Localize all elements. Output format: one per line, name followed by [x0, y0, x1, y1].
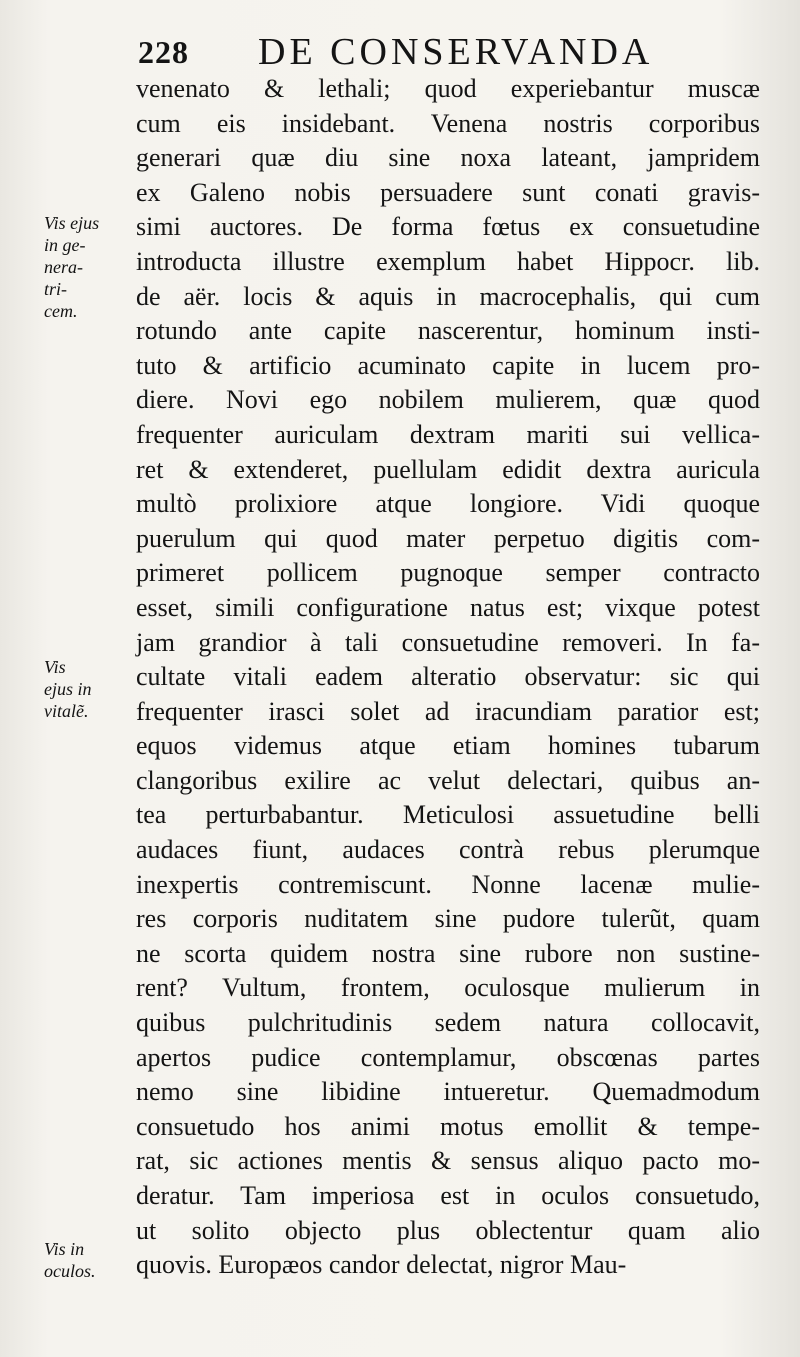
text-line: tuto & artificio acuminato capite in lucem pro- — [136, 350, 760, 380]
text-line: multò prolixiore atque longiore. Vidi quoque — [136, 489, 760, 519]
margin-note-line: vitalẽ. — [44, 701, 89, 721]
text-line: introducta illustre exemplum habet Hippocr. lib. — [136, 246, 760, 276]
text-line: equos videmus atque etiam homines tubarum — [136, 731, 760, 761]
text-line: res corporis nuditatem sine pudore tulerũt, quam — [136, 904, 760, 934]
text-line: clangoribus exilire ac velut delectari, quibus an- — [136, 765, 760, 795]
text-line: esset, simili configuratione natus est; vixque potest — [136, 592, 760, 622]
text-line: cultate vitali eadem alteratio observatur: sic qui — [136, 662, 760, 692]
text-line: ret & extenderet, puellulam edidit dextra auricula — [136, 454, 760, 484]
text-line: ut solito objecto plus oblectentur quam alio — [136, 1215, 760, 1245]
margin-note-line: tri- — [44, 279, 68, 299]
margin-note-line: in ge- — [44, 235, 86, 255]
margin-note-line: Vis — [44, 657, 66, 677]
text-line: jam grandior à tali consuetudine removeri. In fa- — [136, 627, 760, 657]
text-line: consuetudo hos animi motus emollit & tempe- — [136, 1111, 760, 1141]
text-line: nemo sine libidine intueretur. Quemadmodum — [136, 1077, 760, 1107]
margin-note-line: ejus in — [44, 679, 92, 699]
text-line: de aër. locis & aquis in macrocephalis, qui cum — [136, 281, 760, 311]
text-line: ex Galeno nobis persuadere sunt conati gravis- — [136, 177, 760, 207]
margin-note-line: cem. — [44, 301, 78, 321]
body-text — [136, 72, 760, 1283]
text-line: inexpertis contremiscunt. Nonne lacenæ mulie- — [136, 869, 760, 899]
text-line: diere. Novi ego nobilem mulierem, quæ quod — [136, 385, 760, 415]
text-line: generari quæ diu sine noxa lateant, jampridem — [136, 143, 760, 173]
text-line: puerulum qui quod mater perpetuo digitis com- — [136, 523, 760, 553]
margin-note-vitalem — [44, 656, 132, 722]
text-line: rat, sic actiones mentis & sensus aliquo pacto mo- — [136, 1146, 760, 1176]
text-line: venenato & lethali; quod experiebantur muscæ — [136, 74, 760, 103]
margin-note-line: oculos. — [44, 1261, 96, 1281]
margin-note-generatricem — [44, 212, 132, 322]
margin-note-line: nera- — [44, 257, 83, 277]
page-number: 228 — [138, 34, 189, 70]
margin-note-line: Vis ejus — [44, 213, 100, 233]
text-line: primeret pollicem pugnoque semper contracto — [136, 558, 760, 588]
text-line: frequenter auriculam dextram mariti sui vellica- — [136, 419, 760, 449]
text-line: apertos pudice contemplamur, obscœnas partes — [136, 1042, 760, 1072]
text-line: cum eis insidebant. Venena nostris corporibus — [136, 108, 760, 138]
text-line: rotundo ante capite nascerentur, hominum insti- — [136, 316, 760, 346]
text-line: rent? Vultum, frontem, oculosque mulierum in — [136, 973, 760, 1003]
text-line: simi auctores. De forma fœtus ex consuetudine — [136, 212, 760, 242]
running-title: DE CONSERVANDA — [258, 31, 654, 73]
text-line: ne scorta quidem nostra sine rubore non sustine- — [136, 938, 760, 968]
text-line: quovis. Europæos candor delectat, nigror Mau- — [136, 1250, 627, 1280]
page-header — [138, 28, 778, 78]
text-line: audaces fiunt, audaces contrà rebus plerumque — [136, 835, 760, 865]
text-line: quibus pulchritudinis sedem natura collocavit, — [136, 1008, 760, 1038]
margin-note-line: Vis in — [44, 1239, 85, 1259]
text-line: tea perturbabantur. Meticulosi assuetudine belli — [136, 800, 760, 830]
margin-note-oculos — [44, 1238, 132, 1282]
text-line: deratur. Tam imperiosa est in oculos consuetudo, — [136, 1181, 760, 1210]
text-line: frequenter irasci solet ad iracundiam paratior est; — [136, 696, 760, 726]
